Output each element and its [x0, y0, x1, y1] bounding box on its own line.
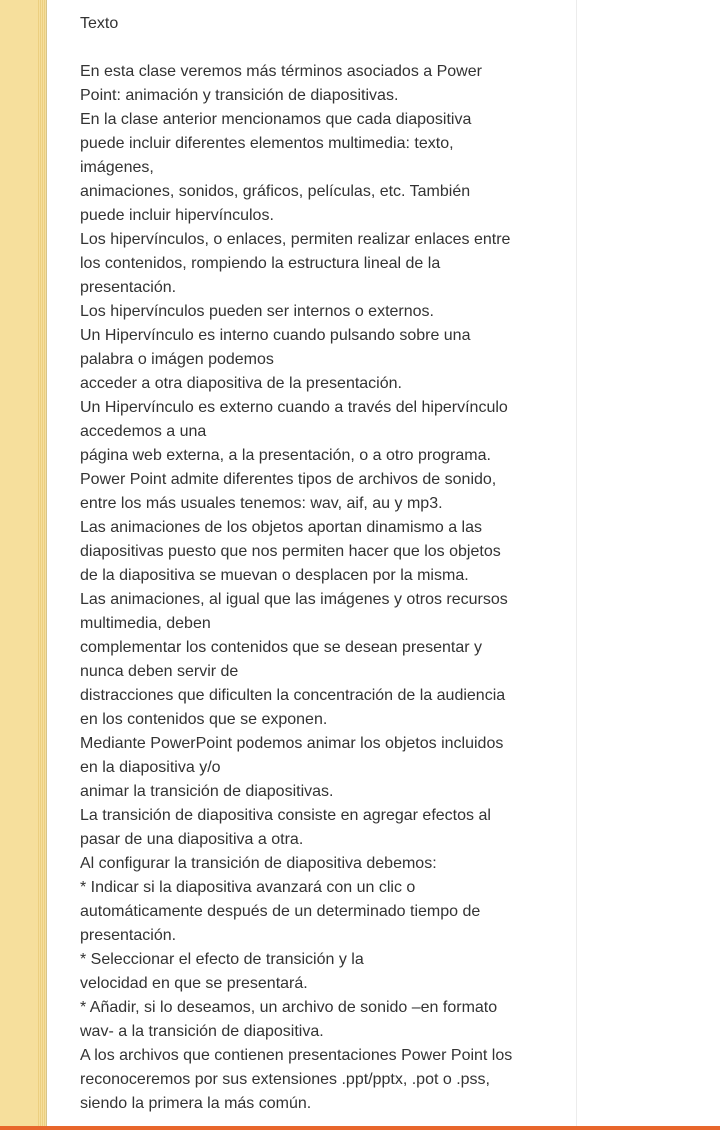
text-line: La transición de diapositiva consiste en agregar efectos al — [80, 807, 491, 824]
text-line: en los contenidos que se exponen. — [80, 711, 328, 728]
text-line: En esta clase veremos más términos asociados a Power — [80, 63, 482, 80]
text-line: animar la transición de diapositivas. — [80, 783, 334, 800]
text-line: pasar de una diapositiva a otra. — [80, 831, 304, 848]
text-line: nunca deben servir de — [80, 663, 239, 680]
text-line: imágenes, — [80, 159, 154, 176]
text-line: distracciones que dificulten la concentración de la audiencia — [80, 687, 506, 704]
text-line: diapositivas puesto que nos permiten hacer que los objetos — [80, 543, 501, 560]
text-line: multimedia, deben — [80, 615, 211, 632]
text-line: animaciones, sonidos, gráficos, películas, etc. También — [80, 183, 471, 200]
strip-hatch-edge — [38, 0, 46, 1126]
text-line: * Añadir, si lo deseamos, un archivo de sonido –en formato — [80, 999, 498, 1016]
text-line: en la diapositiva y/o — [80, 759, 221, 776]
text-line: Un Hipervínculo es externo cuando a través del hipervínculo — [80, 399, 508, 416]
text-line: puede incluir hipervínculos. — [80, 207, 274, 224]
text-line: velocidad en que se presentará. — [80, 975, 308, 992]
text-line: Los hipervínculos, o enlaces, permiten realizar enlaces entre — [80, 231, 511, 248]
right-empty-panel — [577, 0, 720, 1126]
text-line: Un Hipervínculo es interno cuando pulsando sobre una — [80, 327, 471, 344]
text-line: presentación. — [80, 279, 177, 296]
text-line: complementar los contenidos que se desean presentar y — [80, 639, 483, 656]
text-line: de la diapositiva se muevan o desplacen por la misma. — [80, 567, 469, 584]
left-decorative-strip — [0, 0, 47, 1126]
text-line: automáticamente después de un determinado tiempo de — [80, 903, 481, 920]
text-line: Mediante PowerPoint podemos animar los objetos incluidos — [80, 735, 504, 752]
text-line: Las animaciones, al igual que las imágenes y otros recursos — [80, 591, 508, 608]
text-line: A los archivos que contienen presentaciones Power Point los — [80, 1047, 513, 1064]
text-line: Point: animación y transición de diapositivas. — [80, 87, 399, 104]
text-line: entre los más usuales tenemos: wav, aif, au y mp3. — [80, 495, 443, 512]
text-line: Las animaciones de los objetos aportan dinamismo a las — [80, 519, 483, 536]
section-heading: Texto — [80, 15, 119, 32]
content-card — [47, 0, 577, 1126]
text-line: palabra o imágen podemos — [80, 351, 274, 368]
bottom-accent-line — [0, 1126, 720, 1130]
text-line: página web externa, a la presentación, o a otro programa. — [80, 447, 491, 464]
text-line: puede incluir diferentes elementos multimedia: texto, — [80, 135, 454, 152]
text-line: * Indicar si la diapositiva avanzará con un clic o — [80, 879, 416, 896]
text-line: wav- a la transición de diapositiva. — [80, 1023, 324, 1040]
text-line: reconoceremos por sus extensiones .ppt/pptx, .pot o .pss, — [80, 1071, 490, 1088]
text-line: accedemos a una — [80, 423, 207, 440]
text-line: los contenidos, rompiendo la estructura lineal de la — [80, 255, 441, 272]
text-line: presentación. — [80, 927, 177, 944]
text-line: Al configurar la transición de diapositiva debemos: — [80, 855, 437, 872]
text-line: siendo la primera la más común. — [80, 1095, 312, 1112]
text-line: Power Point admite diferentes tipos de archivos de sonido, — [80, 471, 497, 488]
text-line: En la clase anterior mencionamos que cada diapositiva — [80, 111, 472, 128]
text-line: * Seleccionar el efecto de transición y la — [80, 951, 364, 968]
text-line: acceder a otra diapositiva de la presentación. — [80, 375, 402, 392]
section-body — [80, 60, 560, 1116]
text-line: Los hipervínculos pueden ser internos o externos. — [80, 303, 434, 320]
